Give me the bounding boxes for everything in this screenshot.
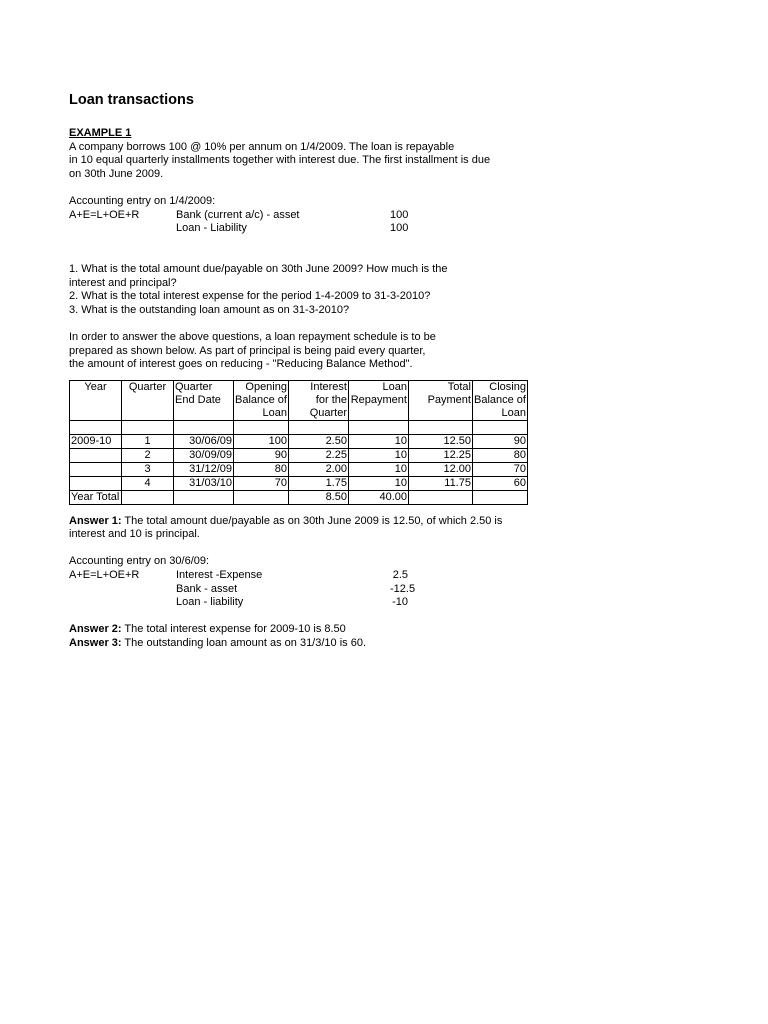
question-line: 1. What is the total amount due/payable on 30th June 2009? How much is the [69,262,448,275]
cell: 40.00 [348,490,408,504]
cell: 31/03/10 [174,476,234,490]
cell: Year Total [70,490,122,504]
entry1-account: Loan - Liability [176,222,247,235]
entry2-line [69,569,689,583]
header-cell [348,407,408,421]
header-cell: Balance of [235,393,287,406]
header-cell: Payment [408,394,472,407]
intro-line: A company borrows 100 @ 10% per annum on 1/4/2009. The loan is repayable [69,140,455,153]
question-line: 2. What is the total interest expense for the period 1-4-2009 to 31-3-2010? [69,290,431,303]
entry2-equation: A+E=L+OE+R [69,569,140,582]
answer2-text: The total interest expense for 2009-10 is 8.50 [121,623,346,636]
header-cell: Quarter [174,380,234,394]
entry1-heading: Accounting entry on 1/4/2009: [69,194,216,207]
cell: 2009-10 [70,434,122,448]
cell: 80 [472,448,527,462]
entry2-account: Loan - liability [176,596,244,609]
spacer-row [70,420,528,434]
header-cell: Repayment [348,394,408,407]
header-cell: End Date [174,394,234,407]
explanation-line: In order to answer the above questions, a loan repayment schedule is to be [69,330,436,343]
cell: 30/06/09 [174,434,234,448]
cell: 90 [472,434,527,448]
page-title: Loan transactions [69,92,194,108]
total-row [70,490,528,504]
entry1-line [69,222,689,236]
question-line: interest and principal? [69,276,177,289]
cell: 3 [122,462,174,476]
header-cell: Loan [234,407,289,421]
answer1-line [69,515,689,529]
entry2-line [69,596,689,610]
intro-line: in 10 equal quarterly installments together with interest due. The first installment is due [69,154,491,167]
cell: 90 [234,448,289,462]
entry1-account: Bank (current a/c) - asset [176,208,300,221]
answer1-line2: interest and 10 is principal. [69,528,200,541]
table-row [70,434,528,448]
header-cell: Closing [472,380,527,394]
explanation-line: the amount of interest goes on reducing - "Reducing Balance Method". [69,358,413,371]
question-line: 3. What is the outstanding loan amount as on 31-3-2010? [69,303,350,316]
cell: 12.50 [408,434,472,448]
cell [234,490,289,504]
header-cell: Opening [234,380,289,394]
header-cell [174,407,234,421]
entry1-equation: A+E=L+OE+R [69,208,140,221]
entry2-line [69,583,689,597]
answer3-line [69,637,689,651]
table-row [70,448,528,462]
cell: 2.50 [288,434,348,448]
answer3-text: The outstanding loan amount as on 31/3/10 is 60. [121,637,366,650]
answer3-label: Answer 3: [69,637,122,650]
header-cell [70,407,122,421]
entry2-account: Bank - asset [176,582,238,595]
cell: 1.75 [288,476,348,490]
answer1-label: Answer 1: [69,514,122,527]
cell: 80 [234,462,289,476]
cell [174,490,234,504]
header-cell: Loan [472,407,527,421]
cell: 10 [348,462,408,476]
loan-repayment-schedule [69,380,528,505]
cell [122,490,174,504]
cell: 8.50 [288,490,348,504]
header-cell: for the [288,394,348,407]
cell: 30/09/09 [174,448,234,462]
cell: 2.00 [288,462,348,476]
entry1-amount: 100 [390,222,409,235]
entry2-heading: Accounting entry on 30/6/09: [69,555,210,568]
entry2-amount: 2.5 [392,569,408,582]
schedule-header-row [70,407,528,421]
entry2-amount: -12.5 [390,582,416,595]
schedule-header-row [70,380,528,394]
cell: 2 [122,448,174,462]
cell: 2.25 [288,448,348,462]
explanation-line: prepared as shown below. As part of principal is being paid every quarter, [69,344,426,357]
cell: 1 [122,434,174,448]
header-cell [122,407,174,421]
cell: 10 [348,434,408,448]
schedule-header-row [70,394,528,407]
cell: 70 [234,476,289,490]
header-cell: Loan [348,380,408,394]
answer2-line [69,623,689,637]
header-cell: Total [408,380,472,394]
cell [472,490,527,504]
entry1-amount: 100 [390,208,409,221]
document-page [69,90,689,651]
cell [70,462,122,476]
cell: 4 [122,476,174,490]
intro-line: on 30th June 2009. [69,167,164,180]
table-row [70,476,528,490]
table-row [70,462,528,476]
cell: 10 [348,448,408,462]
header-cell: Year [70,380,122,394]
cell: 31/12/09 [174,462,234,476]
cell: 12.25 [408,448,472,462]
cell: 60 [472,476,527,490]
cell [408,490,472,504]
header-cell: Interest [288,380,348,394]
example-heading: EXAMPLE 1 [69,127,132,139]
cell [70,476,122,490]
entry2-account: Interest -Expense [176,569,263,582]
cell: 12.00 [408,462,472,476]
cell [70,448,122,462]
cell: 100 [234,434,289,448]
entry2-amount: -10 [392,596,408,609]
header-cell [122,394,174,407]
entry1-line [69,209,689,223]
header-cell: Quarter [288,407,348,421]
cell: 70 [472,462,527,476]
answer2-label: Answer 2: [69,623,122,636]
header-cell [408,407,472,421]
header-cell [70,394,122,407]
cell: 10 [348,476,408,490]
cell: 11.75 [408,476,472,490]
header-cell: Quarter [122,380,174,394]
answer1-text: The total amount due/payable as on 30th June 2009 is 12.50, of which 2.50 is [121,514,503,527]
header-cell: Balance of [473,393,526,406]
